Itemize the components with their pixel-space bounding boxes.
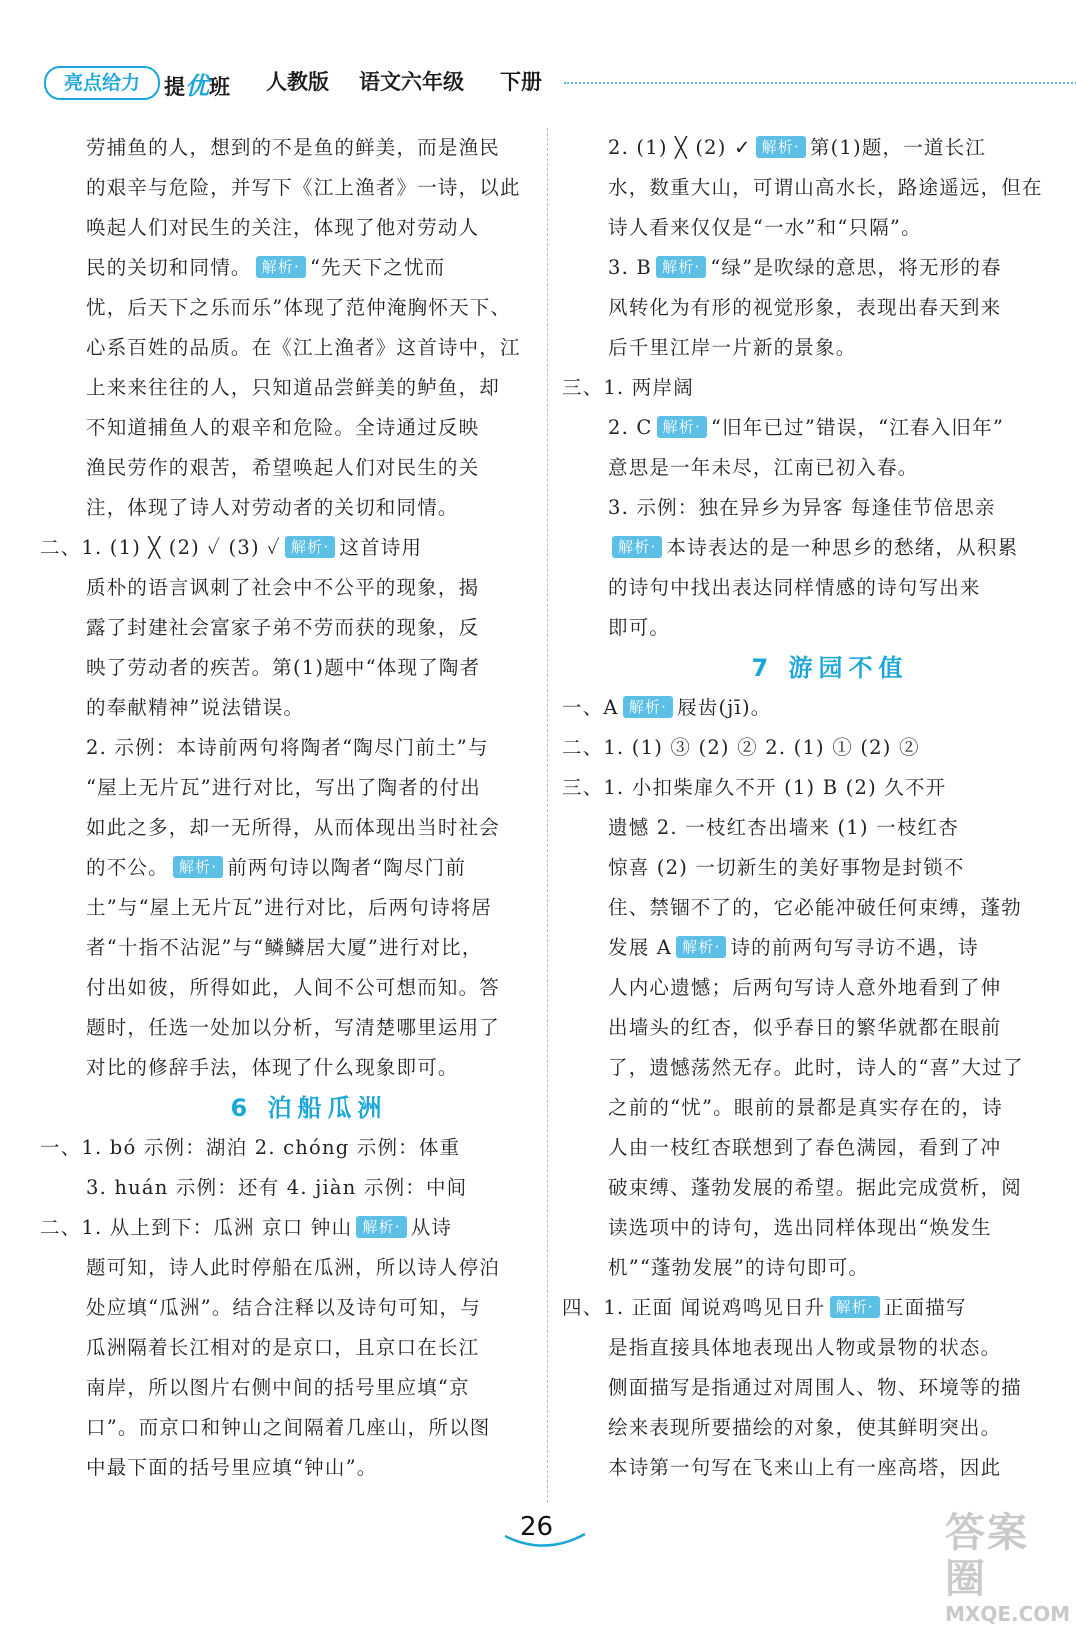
answer-text: 2. (1) ╳ (2) ✓ [608, 136, 752, 159]
answer-text: 二、1. (1) ╳ (2) ✓ (3) ✓ [40, 536, 281, 559]
line-text: 水，数重大山，可谓山高水长，路途遥远，但在 [608, 176, 1043, 199]
section-title: 7 游园不值 [751, 654, 909, 682]
analysis-tag: 解析 · [173, 856, 223, 878]
line-text: 的诗句中找出表达同样情感的诗句写出来 [608, 576, 981, 599]
line-text: 忧，后天下之乐而乐”体现了范仲淹胸怀天下、 [86, 296, 512, 319]
text-line [86, 888, 532, 928]
text-line [608, 808, 1052, 848]
answer-line [562, 1288, 1052, 1328]
brand-title: 提优班 [164, 72, 230, 100]
text-line [608, 1048, 1052, 1088]
answer-text: 一、A [562, 696, 619, 719]
text-line [608, 1328, 1052, 1368]
line-text: 中最下面的括号里应填“钟山”。 [86, 1456, 378, 1479]
header-rule [564, 82, 1076, 84]
text-line [608, 1448, 1052, 1488]
text-line [608, 1128, 1052, 1168]
line-text: 题可知，诗人此时停船在瓜洲，所以诗人停泊 [86, 1256, 501, 1279]
line-text: 人内心遗憾；后两句写诗人意外地看到了伸 [608, 976, 1002, 999]
line-text: 瓜洲隔着长江相对的是京口，且京口在长江 [86, 1336, 480, 1359]
text-line [86, 1368, 532, 1408]
line-text: 对比的修辞手法，体现了什么现象即可。 [86, 1056, 459, 1079]
text-line [86, 448, 532, 488]
left-column [40, 128, 532, 1488]
text-line [608, 1208, 1052, 1248]
line-text: 住、禁锢不了的，它必能冲破任何束缚，蓬勃 [608, 896, 1023, 919]
text-line [86, 368, 532, 408]
analysis-text: 前两句诗以陶者“陶尽门前 [227, 856, 467, 879]
text-line [86, 1288, 532, 1328]
text-line [86, 328, 532, 368]
line-text: 露了封建社会富家子弟不劳而获的现象，反 [86, 616, 480, 639]
answer-line [608, 928, 1052, 968]
text-line [86, 928, 532, 968]
line-text: 3. 示例：独在异乡为异客 每逢佳节倍思亲 [608, 496, 996, 519]
text-line [86, 1328, 532, 1368]
analysis-tag: 解析 · [676, 936, 726, 958]
analysis-tag: 解析 · [656, 256, 706, 278]
answer-line [562, 688, 1052, 728]
analysis-text: 从诗 [410, 1216, 453, 1239]
line-text: 心系百姓的品质。在《江上渔者》这首诗中，江 [86, 336, 521, 359]
line-text: 不知道捕鱼人的艰辛和危险。全诗通过反映 [86, 416, 480, 439]
answer-line [40, 1128, 532, 1168]
answer-text: 二、1. 从上到下：瓜洲 京口 钟山 [40, 1216, 353, 1239]
text-line [608, 208, 1052, 248]
line-text: 侧面描写是指通过对周围人、物、环境等的描 [608, 1376, 1023, 1399]
line-text: 机”“蓬勃发展”的诗句即可。 [608, 1256, 870, 1279]
line-text: 渔民劳作的艰苦，希望唤起人们对民生的关 [86, 456, 480, 479]
line-text: 本诗第一句写在飞来山上有一座高塔，因此 [608, 1456, 1002, 1479]
text-line [86, 728, 532, 768]
brand-badge: 亮点给力 [44, 66, 160, 100]
analysis-text: 这首诗用 [339, 536, 423, 559]
line-text: 的艰辛与危险，并写下《江上渔者》一诗，以此 [86, 176, 521, 199]
line-text: 唤起人们对民生的关注，体现了他对劳动人 [86, 216, 480, 239]
text-line [86, 1448, 532, 1488]
right-column [562, 128, 1052, 1488]
text-line [608, 568, 1052, 608]
answer-line [608, 408, 1052, 448]
analysis-text: “旧年已过”错误，“江春入旧年” [710, 416, 1004, 439]
line-text: 即可。 [608, 616, 671, 639]
line-text: 破束缚、蓬勃发展的希望。据此完成赏析，阅 [608, 1176, 1023, 1199]
analysis-text: 屐齿(jī)。 [677, 696, 772, 719]
text-line [86, 1008, 532, 1048]
text-line [86, 1168, 532, 1208]
text-line [608, 1088, 1052, 1128]
text-line [86, 808, 532, 848]
text-line [86, 608, 532, 648]
text-line [86, 568, 532, 608]
line-text: 绘来表现所要描绘的对象，使其鲜明突出。 [608, 1416, 1002, 1439]
line-text: 了，遗憾荡然无存。此时，诗人的“喜”大过了 [608, 1056, 1024, 1079]
answer-line [562, 728, 1052, 768]
text-line [608, 968, 1052, 1008]
text-line [608, 1248, 1052, 1288]
answer-line [608, 528, 1052, 568]
line-text: 意思是一年未尽，江南已初入春。 [608, 456, 919, 479]
answer-line [562, 768, 1052, 808]
analysis-tag: 解析 · [623, 696, 673, 718]
answer-text: 民的关切和同情。 [86, 256, 252, 279]
text-line [86, 1048, 532, 1088]
line-text: 映了劳动者的疾苦。第(1)题中“体现了陶者 [86, 656, 481, 679]
text-line [86, 768, 532, 808]
answer-line [86, 248, 532, 288]
answer-line [86, 848, 532, 888]
answer-text: 二、1. (1) ③ (2) ② 2. (1) ① (2) ② [562, 736, 920, 759]
text-line [608, 1368, 1052, 1408]
section-title: 6 泊船瓜洲 [230, 1094, 388, 1122]
page-header [44, 62, 1064, 102]
answer-text: 2. C [608, 416, 653, 439]
answer-text: 三、1. 小扣柴扉久不开 (1) B (2) 久不开 [562, 776, 947, 799]
line-text: 题时，任选一处加以分析，写清楚哪里运用了 [86, 1016, 501, 1039]
line-text: 是指直接具体地表现出人物或景物的状态。 [608, 1336, 1002, 1359]
analysis-text: 正面描写 [883, 1296, 967, 1319]
line-text: “屋上无片瓦”进行对比，写出了陶者的付出 [86, 776, 481, 799]
edition-label: 人教版 [266, 70, 329, 94]
line-text: 读选项中的诗句，选出同样体现出“焕发生 [608, 1216, 992, 1239]
answer-line [608, 248, 1052, 288]
line-text: 付出如彼，所得如此，人间不公可想而知。答 [86, 976, 501, 999]
line-text: 口”。而京口和钟山之间隔着几座山，所以图 [86, 1416, 491, 1439]
analysis-text: 第(1)题，一道长江 [809, 136, 987, 159]
line-text: 者“十指不沾泥”与“鳞鳞居大厦”进行对比， [86, 936, 483, 959]
text-line [608, 488, 1052, 528]
analysis-tag: 解析 · [657, 416, 707, 438]
answer-line [608, 128, 1052, 168]
text-line [608, 1168, 1052, 1208]
line-text: 3. huán 示例：还有 4. jiàn 示例：中间 [86, 1176, 468, 1199]
text-line [608, 1408, 1052, 1448]
line-text: 如此之多，却一无所得，从而体现出当时社会 [86, 816, 501, 839]
volume-label: 下册 [500, 70, 542, 94]
subject-label: 语文六年级 [359, 70, 464, 94]
line-text: 风转化为有形的视觉形象，表现出春天到来 [608, 296, 1002, 319]
text-line [86, 688, 532, 728]
analysis-text: 本诗表达的是一种思乡的愁绪，从积累 [666, 536, 1019, 559]
text-line [608, 448, 1052, 488]
text-line [608, 288, 1052, 328]
analysis-tag: 解析 · [285, 536, 335, 558]
analysis-text: “绿”是吹绿的意思，将无形的春 [710, 256, 1002, 279]
line-text: 上来来往往的人，只知道品尝鲜美的鲈鱼，却 [86, 376, 501, 399]
line-text: 人由一枝红杏联想到了春色满园，看到了冲 [608, 1136, 1002, 1159]
answer-line [40, 528, 532, 568]
answer-line [562, 368, 1052, 408]
answer-text: 四、1. 正面 闻说鸡鸣见日升 [562, 1296, 826, 1319]
line-text: 处应填“瓜洲”。结合注释以及诗句可知，与 [86, 1296, 481, 1319]
text-line [86, 408, 532, 448]
analysis-text: 诗的前两句写寻访不遇，诗 [730, 936, 979, 959]
analysis-tag: 解析 · [756, 136, 806, 158]
text-line [608, 168, 1052, 208]
line-text: 遗憾 2. 一枝红杏出墙来 (1) 一枝红杏 [608, 816, 959, 839]
analysis-tag: 解析 · [356, 1216, 406, 1238]
text-line [86, 288, 532, 328]
text-line [86, 168, 532, 208]
line-text: 2. 示例：本诗前两句将陶者“陶尽门前土”与 [86, 736, 489, 759]
line-text: 之前的“忧”。眼前的景都是真实存在的，诗 [608, 1096, 1003, 1119]
line-text: 诗人看来仅仅是“一水”和“只隔”。 [608, 216, 922, 239]
column-divider [547, 128, 548, 1503]
text-line [608, 848, 1052, 888]
page-number: 26 [520, 1512, 554, 1542]
analysis-tag: 解析 · [256, 256, 306, 278]
answer-text: 一、1. bó 示例：湖泊 2. chóng 示例：体重 [40, 1136, 461, 1159]
analysis-tag: 解析 · [612, 536, 662, 558]
line-text: 惊喜 (2) 一切新生的美好事物是封锁不 [608, 856, 965, 879]
text-line [86, 1408, 532, 1448]
text-line [608, 328, 1052, 368]
answer-text: 发展 A [608, 936, 673, 959]
text-line [86, 648, 532, 688]
page-number-swoosh [500, 1530, 590, 1552]
answer-text: 的不公。 [86, 856, 169, 879]
text-line [608, 1008, 1052, 1048]
analysis-tag: 解析 · [830, 1296, 880, 1318]
analysis-text: “先天下之忧而 [309, 256, 446, 279]
text-line [86, 128, 532, 168]
line-text: 的奉献精神”说法错误。 [86, 696, 305, 719]
line-text: 注，体现了诗人对劳动者的关切和同情。 [86, 496, 459, 519]
answer-text: 3. B [608, 256, 652, 279]
watermark-logo: 答案圈 MXQE.COM [945, 1510, 1071, 1626]
line-text: 南岸，所以图片右侧中间的括号里应填“京 [86, 1376, 470, 1399]
line-text: 出墙头的红杏，似乎春日的繁华就都在眼前 [608, 1016, 1002, 1039]
text-line [608, 608, 1052, 648]
line-text: 质朴的语言讽刺了社会中不公平的现象，揭 [86, 576, 480, 599]
answer-line [40, 1208, 532, 1248]
text-line [86, 968, 532, 1008]
line-text: 后千里江岸一片新的景象。 [608, 336, 857, 359]
text-line [608, 888, 1052, 928]
line-text: 劳捕鱼的人，想到的不是鱼的鲜美，而是渔民 [86, 136, 501, 159]
text-line [86, 488, 532, 528]
text-line [86, 208, 532, 248]
answer-text: 三、1. 两岸阔 [562, 376, 694, 399]
text-line [86, 1248, 532, 1288]
line-text: 土”与“屋上无片瓦”进行对比，后两句诗将居 [86, 896, 493, 919]
